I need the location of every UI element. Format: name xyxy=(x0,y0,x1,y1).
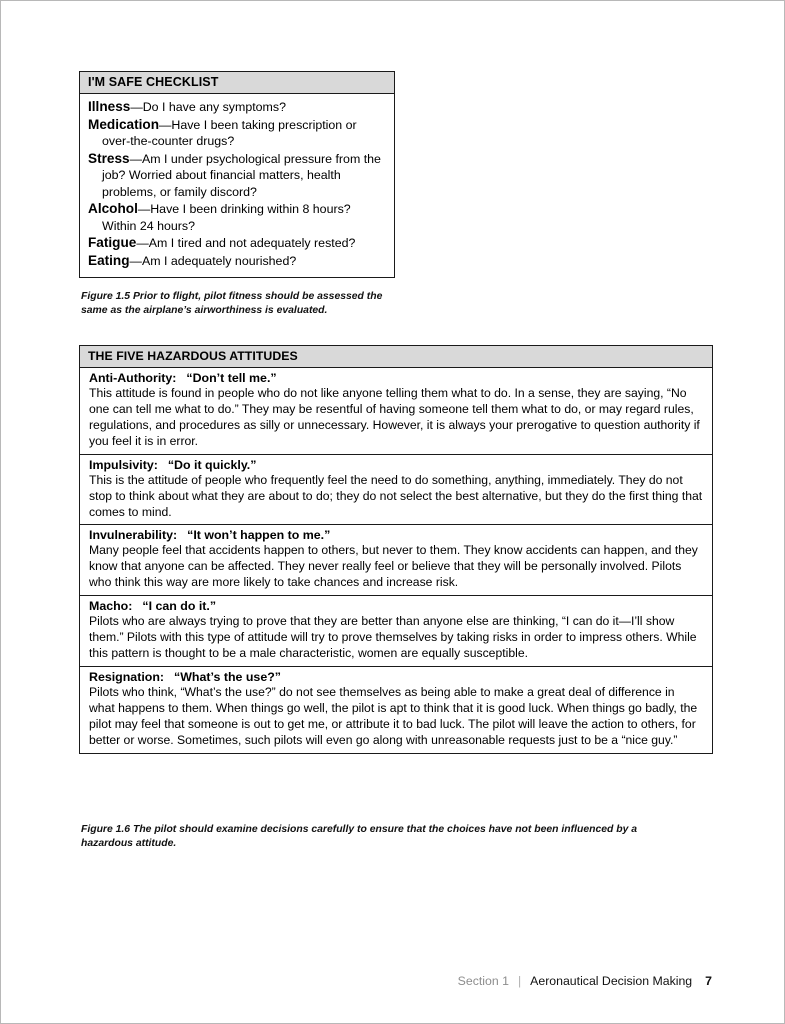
checklist-item-term: Stress xyxy=(88,150,130,166)
attitude-name: Invulnerability: xyxy=(89,528,178,543)
checklist-item-desc: Have I been taking prescription or over-the-counter drugs? xyxy=(102,117,357,149)
checklist-item-term: Illness xyxy=(88,99,131,114)
checklist-item xyxy=(88,235,386,252)
checklist-item-term: Eating xyxy=(88,252,130,268)
checklist-item xyxy=(88,201,386,234)
attitude-text: This is the attitude of people who frequently feel the need to do something, anything, immediately. They do not stop to think about what they are about to do; they do not select the best alternative, but they do the first thing that comes to mind. xyxy=(89,472,703,519)
checklist-item-dash: — xyxy=(159,117,172,132)
checklist-header: I'M SAFE CHECKLIST xyxy=(80,72,394,94)
figure-1-6-caption: Figure 1.6 The pilot should examine decisions carefully to ensure that the choices have not been influenced by a hazardous attitude. xyxy=(81,824,638,850)
checklist-item xyxy=(88,253,386,270)
attitude-text: This attitude is found in people who do not like anyone telling them what to do. In a sense, they are saying, “No one can tell me what to do.” They may be resentful of having someone tell them what to do, or may regard rules, regulations, and procedures as silly or unnecessary. However, it is always your prerogative to question authority if you feel it is in error. xyxy=(89,386,700,448)
attitude-quote: “Don’t tell me.” xyxy=(186,371,277,385)
attitude-name: Impulsivity: xyxy=(89,457,158,472)
footer-book-title: Aeronautical Decision Making xyxy=(530,974,693,988)
checklist-item-desc: Am I adequately nourished? xyxy=(141,253,297,268)
checklist-item xyxy=(88,99,386,116)
attitude-row xyxy=(80,667,712,753)
checklist-item-desc: Am I tired and not adequately rested? xyxy=(148,235,356,250)
attitude-row xyxy=(80,596,712,667)
attitude-title xyxy=(89,599,703,613)
footer-page-number: 7 xyxy=(705,974,712,988)
checklist-body xyxy=(80,94,394,277)
checklist-item-dash: — xyxy=(129,151,142,166)
page-footer xyxy=(458,974,712,988)
attitude-quote: “I can do it.” xyxy=(142,599,217,614)
hazardous-attitudes-box xyxy=(79,345,713,754)
attitude-title xyxy=(89,371,703,385)
checklist-item-dash: — xyxy=(137,201,151,216)
checklist-item-term: Fatigue xyxy=(88,234,137,250)
checklist-item-desc: Have I been drinking within 8 hours? Within 24 hours? xyxy=(102,201,351,233)
footer-section-label: Section 1 xyxy=(457,974,509,988)
attitude-name: Resignation: xyxy=(89,669,165,684)
checklist-item-term: Alcohol xyxy=(88,200,138,216)
attitude-name: Macho: xyxy=(89,599,133,614)
attitude-quote: “What’s the use?” xyxy=(174,669,281,684)
checklist-item-desc: Do I have any symptoms? xyxy=(142,100,286,114)
attitude-row xyxy=(80,525,712,596)
attitude-name: Anti-Authority: xyxy=(89,371,177,385)
checklist-item xyxy=(88,151,386,200)
checklist-item-desc: Am I under psychological pressure from the job? Worried about financial matters, health problems, or family discord? xyxy=(102,151,381,199)
attitude-title xyxy=(89,458,703,472)
attitude-row xyxy=(80,368,712,455)
attitude-text: Pilots who are always trying to prove that they are better than anyone else are thinking, “I can do it—I’ll show them.” Pilots with this type of attitude will try to prove themselves by taking risks in order to impress others. While this pattern is thought to be a male characteristic, women are equally susceptible. xyxy=(89,614,697,661)
checklist-item xyxy=(88,117,386,150)
figure-1-5-caption: Figure 1.5 Prior to flight, pilot fitness should be assessed the same as the airplane’s airworthiness is evaluated. xyxy=(81,291,383,317)
attitude-title xyxy=(89,670,703,684)
attitudes-header: THE FIVE HAZARDOUS ATTITUDES xyxy=(80,346,712,368)
checklist-item-term: Medication xyxy=(88,116,159,132)
checklist-item-dash: — xyxy=(129,253,142,268)
attitude-text: Many people feel that accidents happen to others, but never to them. They know accidents can happen, and they know that anyone can be affected. They never really feel or believe that they will be personally involved. Pilots who think this way are more likely to take chances and increase risk. xyxy=(89,543,698,590)
checklist-item-dash: — xyxy=(136,235,149,250)
attitude-text: Pilots who think, “What’s the use?” do not see themselves as being able to make a great deal of difference in what happens to them. When things go well, the pilot is apt to think that it is good luck. When things go badly, the pilot may feel that someone is out to get me, or attribute it to bad luck. The pilot will leave the action to others, for better or worse. Sometimes, such pilots will even go along with unreasonable requests just to be a “nice guy.” xyxy=(89,684,698,747)
footer-divider: | xyxy=(517,974,522,988)
im-safe-checklist-box xyxy=(79,71,395,278)
attitude-row xyxy=(80,455,712,526)
checklist-item-dash: — xyxy=(130,100,143,114)
attitude-title xyxy=(89,528,703,542)
attitude-quote: “It won’t happen to me.” xyxy=(187,528,331,543)
attitude-quote: “Do it quickly.” xyxy=(167,457,257,472)
